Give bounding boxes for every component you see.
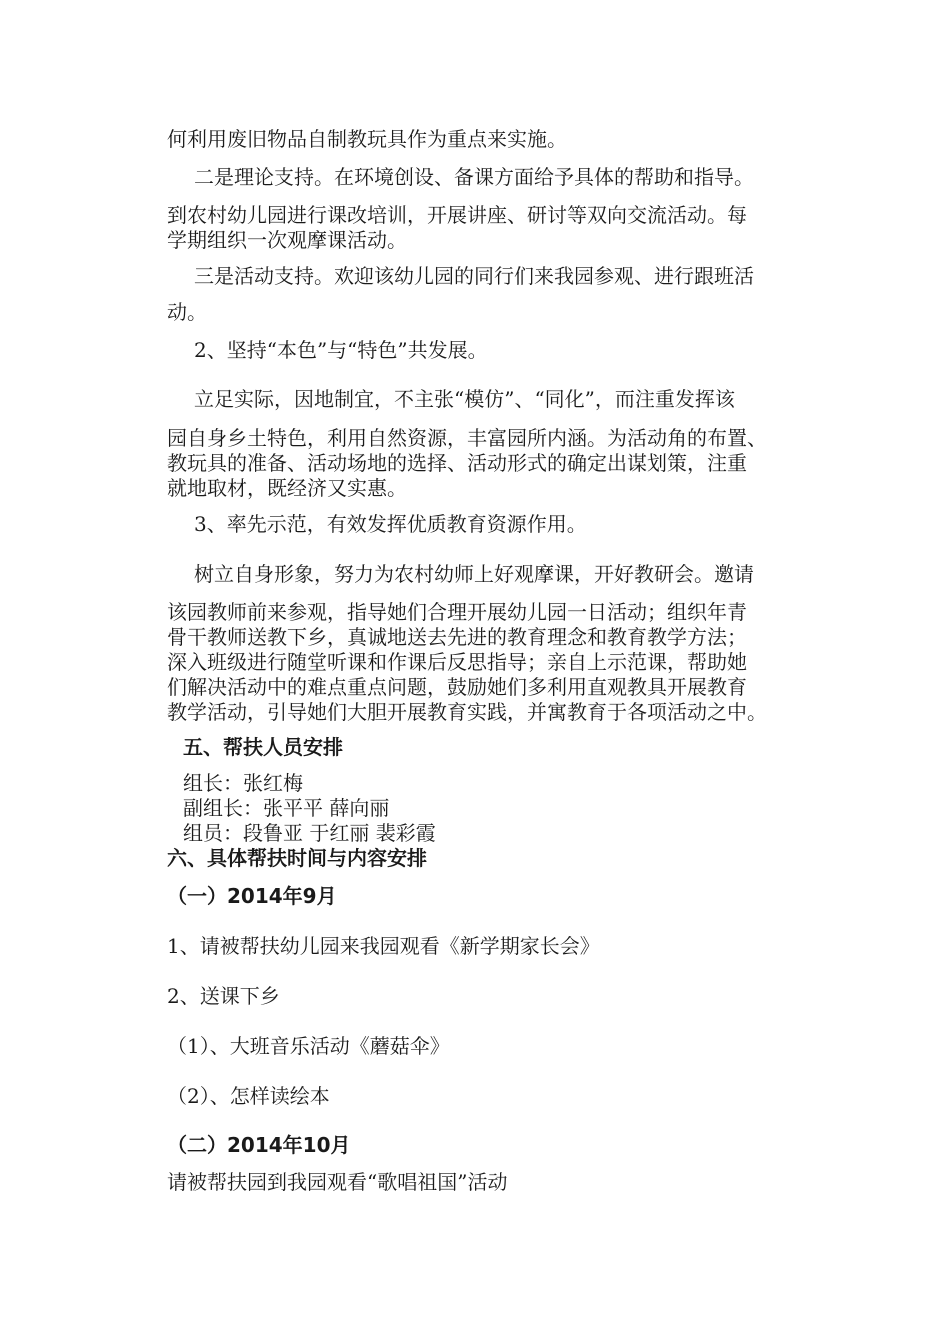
paragraph-text <box>167 600 817 725</box>
list-item: 2、送课下乡 <box>167 984 280 1008</box>
paragraph-text: 立足实际，因地制宜，不主张“模仿”、“同化”，而注重发挥该 <box>194 387 735 411</box>
paragraph-text: 何利用废旧物品自制教玩具作为重点来实施。 <box>167 127 567 151</box>
paragraph-text: 2、坚持“本色”与“特色”共发展。 <box>194 338 488 362</box>
text-line: 园自身乡土特色，利用自然资源，丰富园所内涵。为活动角的布置、 <box>167 426 767 450</box>
text-line: 该园教师前来参观，指导她们合理开展幼儿园一日活动；组织年青 <box>167 600 747 624</box>
paragraph-text <box>167 203 817 253</box>
section-heading: 五、帮扶人员安排 <box>183 735 343 759</box>
paragraph-text: 3、率先示范，有效发挥优质教育资源作用。 <box>194 512 587 536</box>
text-line: 深入班级进行随堂听课和作课后反思指导；亲自上示范课，帮助她 <box>167 650 747 674</box>
list-item: 请被帮扶园到我园观看“歌唱祖国”活动 <box>167 1170 508 1194</box>
paragraph-text: 树立自身形象，努力为农村幼师上好观摩课，开好教研会。邀请 <box>194 562 754 586</box>
text-line: 教学活动，引导她们大胆开展教育实践，并寓教育于各项活动之中。 <box>167 700 767 724</box>
text-line: 到农村幼儿园进行课改培训，开展讲座、研讨等双向交流活动。每 <box>167 203 747 227</box>
section-heading: 六、具体帮扶时间与内容安排 <box>167 846 427 870</box>
staff-members: 组员：段鲁亚 于红丽 裴彩霞 <box>183 821 436 845</box>
subsection-heading: （一）2014年9月 <box>167 884 337 908</box>
staff-leader: 组长：张红梅 <box>183 771 303 795</box>
list-item: （1）、大班音乐活动《蘑菇伞》 <box>167 1034 450 1058</box>
text-line: 教玩具的准备、活动场地的选择、活动形式的确定出谋划策，注重 <box>167 451 747 475</box>
subsection-heading: （二）2014年10月 <box>167 1133 351 1157</box>
staff-vice-leader: 副组长：张平平 薛向丽 <box>183 796 390 820</box>
paragraph-text: 三是活动支持。欢迎该幼儿园的同行们来我园参观、进行跟班活 <box>194 264 754 288</box>
paragraph-text: 二是理论支持。在环境创设、备课方面给予具体的帮助和指导。 <box>194 165 754 189</box>
text-line: 学期组织一次观摩课活动。 <box>167 228 407 252</box>
text-line: 们解决活动中的难点重点问题，鼓励她们多利用直观教具开展教育 <box>167 675 747 699</box>
paragraph-text <box>167 426 817 501</box>
list-item: （2）、怎样读绘本 <box>167 1084 330 1108</box>
list-item: 1、请被帮扶幼儿园来我园观看《新学期家长会》 <box>167 934 600 958</box>
paragraph-text: 动。 <box>167 300 207 324</box>
text-line: 就地取材，既经济又实惠。 <box>167 476 407 500</box>
text-line: 骨干教师送教下乡，真诚地送去先进的教育理念和教育教学方法； <box>167 625 747 649</box>
